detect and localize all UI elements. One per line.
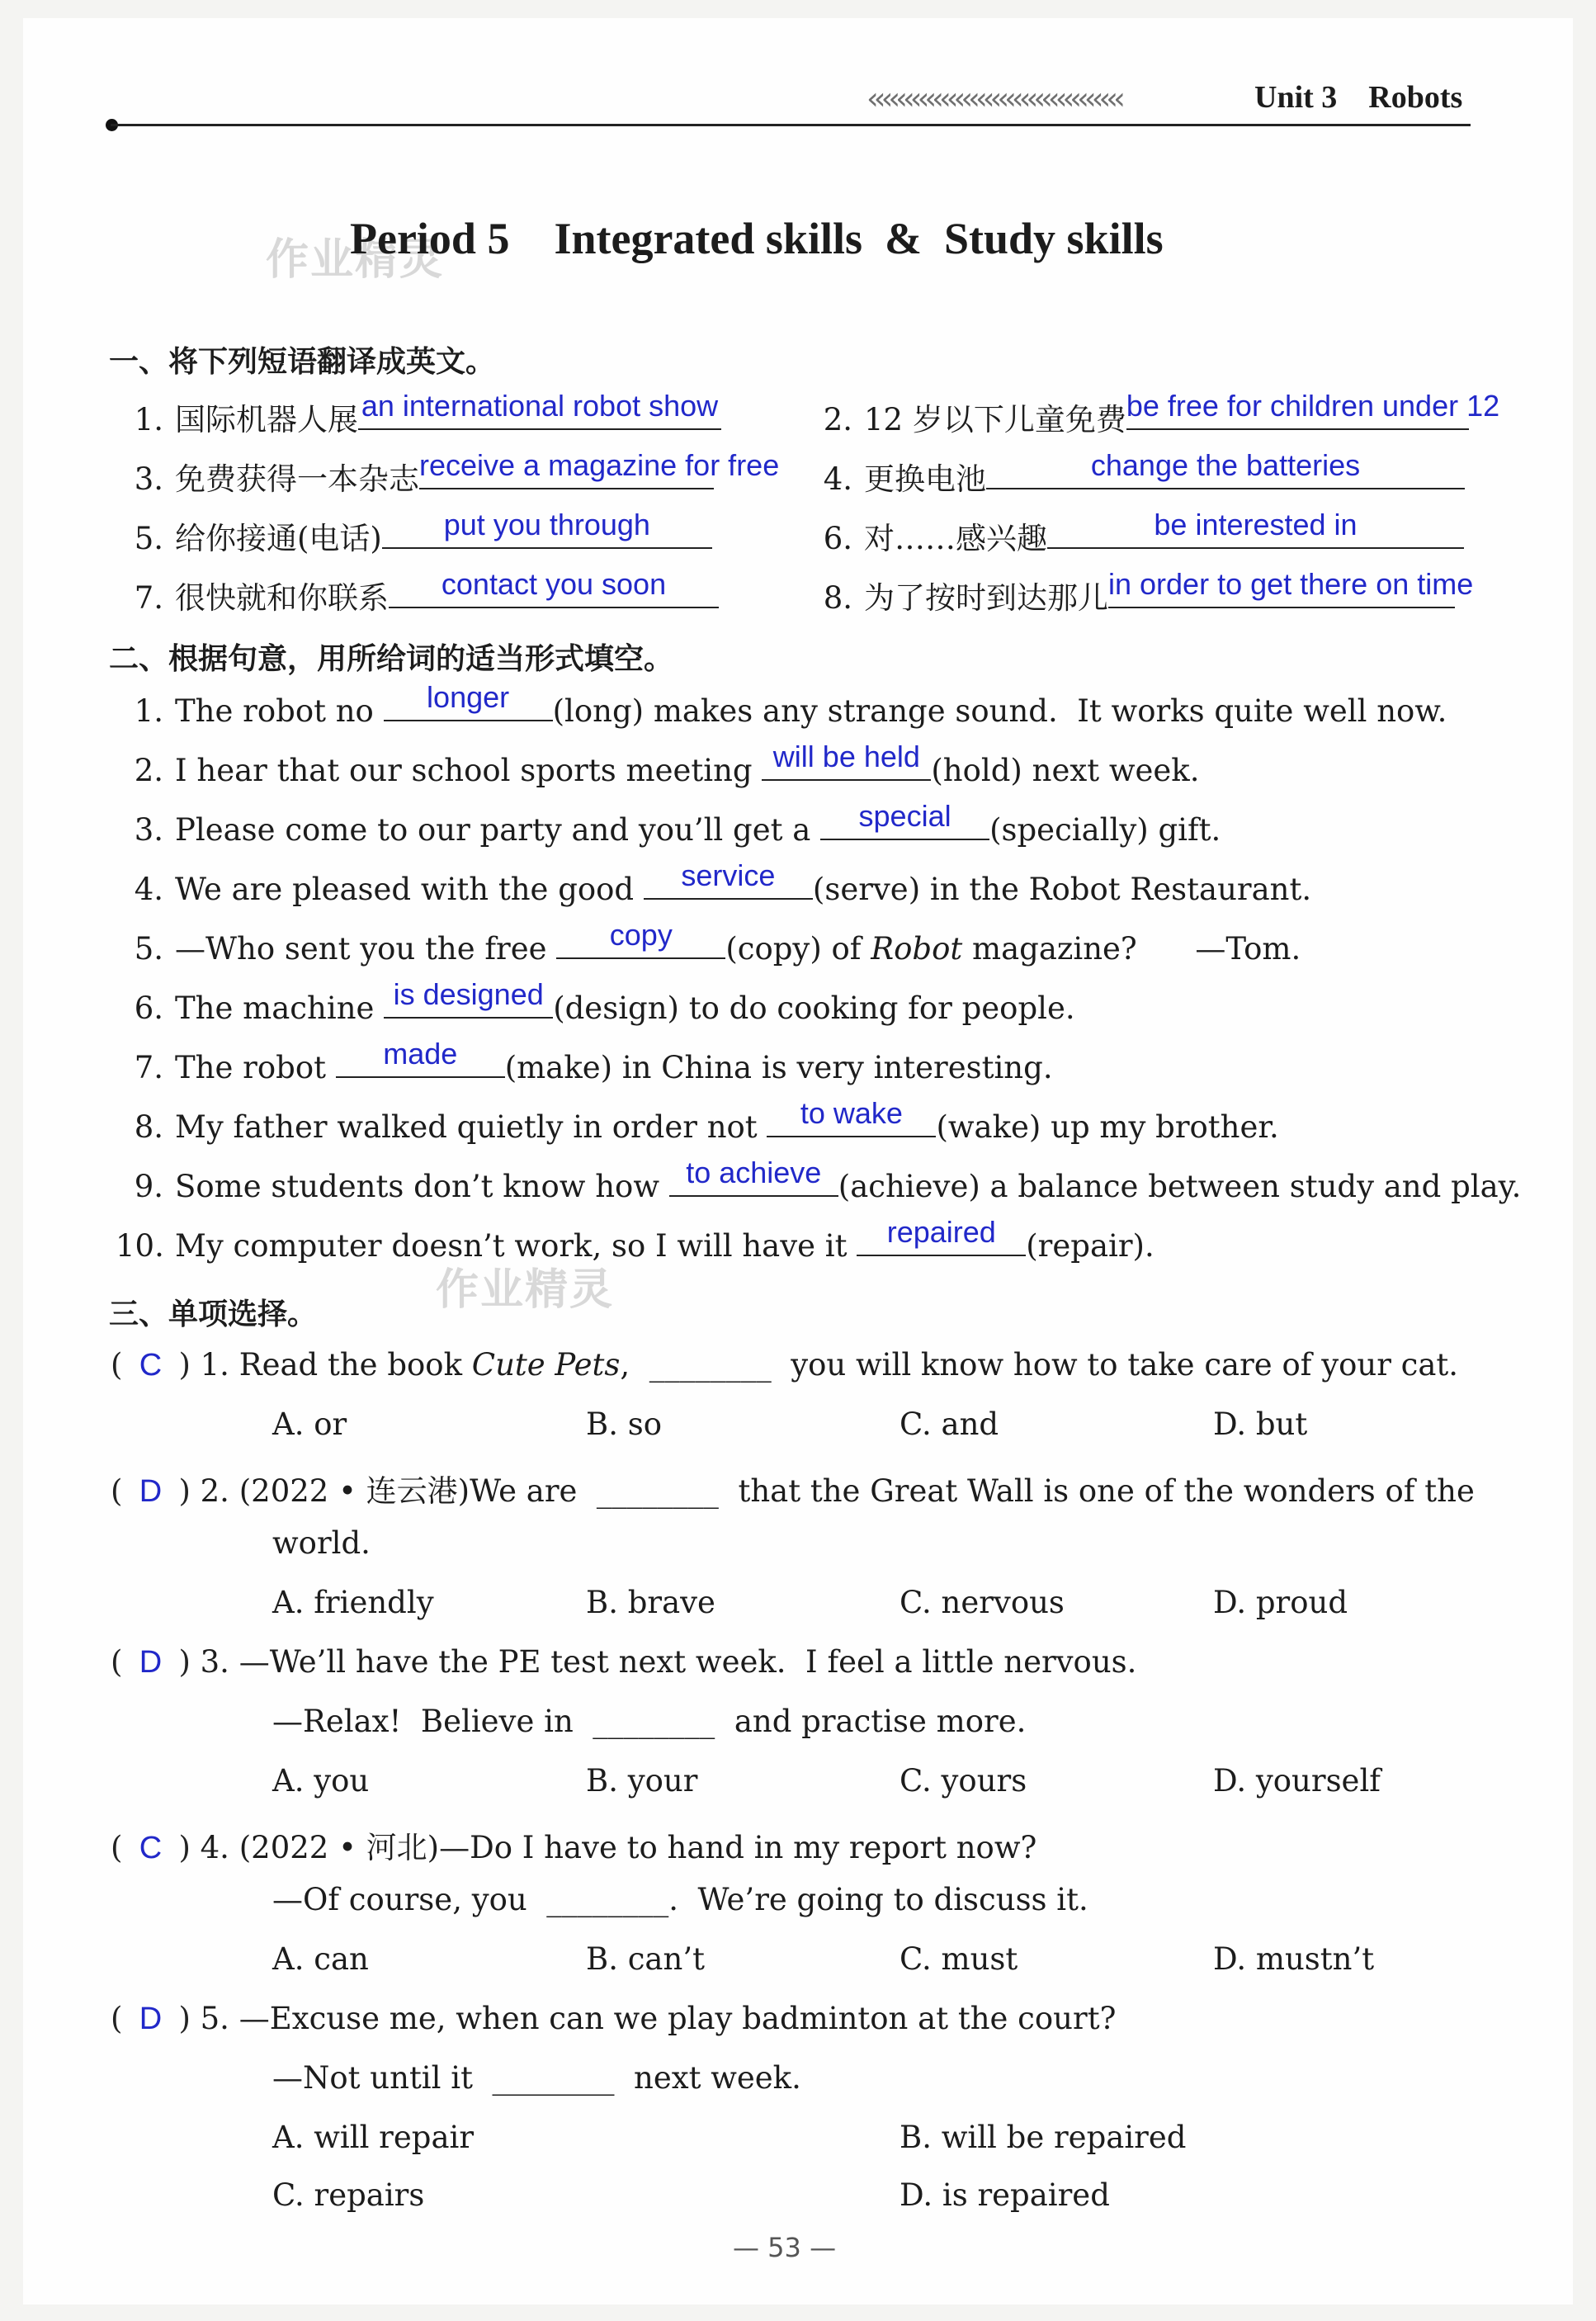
s3-choice-4[interactable]: C	[139, 1831, 163, 1865]
s2-answer-6[interactable]: is designed	[393, 977, 544, 1011]
s2-answer-9[interactable]: to achieve	[686, 1156, 822, 1189]
s3-q4-line2: —Of course, you ________. We’re going to discuss it.	[272, 1882, 1088, 1917]
s3-q4-option-d[interactable]: D. mustn’t	[1213, 1941, 1375, 1977]
s3-question-3: ( D ) 3. —We’ll have the PE test next week. I feel a little nervous.	[111, 1644, 1137, 1680]
s1-answer-2[interactable]: be free for children under 12	[1126, 389, 1500, 423]
s3-q2-option-b[interactable]: B. brave	[586, 1585, 715, 1620]
s3-q1-option-a[interactable]: A. or	[272, 1406, 347, 1442]
s1-answer-8[interactable]: in order to get there on time	[1108, 567, 1474, 601]
s1-item-2: 2. 12 岁以下儿童免费 be free for children under 12	[823, 389, 1500, 437]
s2-answer-4[interactable]: service	[681, 858, 776, 892]
s3-q2-option-d[interactable]: D. proud	[1213, 1585, 1348, 1620]
s1-item-4: 4. 更换电池 change the batteries	[805, 454, 1465, 499]
s1-answer-1[interactable]: an international robot show	[361, 389, 719, 423]
s3-q5-option-c[interactable]: C. repairs	[272, 2177, 425, 2213]
s3-q5-line2: —Not until it ________ next week.	[272, 2060, 801, 2096]
header-chevrons: ‹‹‹‹‹‹‹‹‹‹‹‹‹‹‹‹‹‹‹‹‹‹‹‹‹‹‹‹‹‹‹‹‹‹‹	[866, 81, 1121, 116]
s3-q3-option-a[interactable]: A. you	[272, 1763, 370, 1799]
section3-heading: 三、单项选择。	[109, 1298, 318, 1331]
s3-q5-option-a[interactable]: A. will repair	[272, 2120, 475, 2155]
s3-q1-option-d[interactable]: D. but	[1213, 1406, 1308, 1442]
s3-q2-option-a[interactable]: A. friendly	[272, 1585, 434, 1620]
s3-q2-line2: world.	[272, 1525, 371, 1561]
s3-q4-option-a[interactable]: A. can	[272, 1941, 369, 1977]
s1-item-8: 8. 为了按时到达那儿 in order to get there on time	[823, 567, 1474, 616]
s2-answer-7[interactable]: made	[383, 1037, 458, 1071]
s2-item-9: 9. Some students don’t know how to achieve (achieve) a balance between study and play.	[134, 1156, 1522, 1204]
s3-question-4: ( C ) 4. (2022 • 河北)—Do I have to hand in my report now?	[111, 1830, 1037, 1865]
s2-answer-10[interactable]: repaired	[886, 1215, 996, 1249]
page-number: — 53 —	[733, 2232, 837, 2263]
s2-item-1: 1. The robot no longer (long) makes any strange sound. It works quite well now.	[134, 680, 1447, 729]
s3-choice-3[interactable]: D	[139, 1645, 163, 1680]
s3-question-2: ( D ) 2. (2022 • 连云港)We are ________ that the Great Wall is one of the wonders of the	[111, 1473, 1475, 1509]
s1-answer-5[interactable]: put you through	[443, 508, 650, 541]
s1-answer-7[interactable]: contact you soon	[441, 567, 667, 601]
section1-heading: 一、将下列短语翻译成英文。	[109, 345, 496, 379]
s3-q4-option-c[interactable]: C. must	[900, 1941, 1018, 1977]
s2-item-5: 5. —Who sent you the free copy (copy) of Robot magazine? —Tom.	[134, 918, 1301, 967]
s1-answer-6[interactable]: be interested in	[1154, 508, 1358, 541]
s2-answer-5[interactable]: copy	[609, 918, 673, 952]
header-rule	[111, 124, 1471, 126]
watermark-middle: 作业精灵	[436, 1265, 615, 1315]
s1-item-1: 1. 国际机器人展 an international robot show	[116, 395, 721, 439]
s3-question-1: ( C ) 1. Read the book Cute Pets, ________ you will know how to take care of your cat.	[111, 1347, 1459, 1383]
s2-item-4: 4. We are pleased with the good service (serve) in the Robot Restaurant.	[134, 858, 1312, 907]
s2-answer-1[interactable]: longer	[427, 680, 510, 714]
s3-question-5: ( D ) 5. —Excuse me, when can we play badminton at the court?	[111, 2001, 1117, 2036]
s3-q3-option-b[interactable]: B. your	[586, 1763, 698, 1799]
s3-q3-option-c[interactable]: C. yours	[900, 1763, 1027, 1799]
s1-item-3: 3. 免费获得一本杂志 receive a magazine for free	[134, 448, 780, 497]
s3-choice-1[interactable]: C	[139, 1348, 163, 1383]
s3-q1-option-b[interactable]: B. so	[586, 1406, 662, 1442]
s1-item-5: 5. 给你接通(电话) put you through	[116, 513, 712, 558]
s3-q4-option-b[interactable]: B. can’t	[586, 1941, 705, 1977]
s2-item-3: 3. Please come to our party and you’ll get a special (specially) gift.	[134, 799, 1221, 848]
header-unit-title: Unit 3 Robots	[1254, 80, 1463, 115]
section2-heading: 二、根据句意，用所给词的适当形式填空。	[109, 642, 674, 676]
s2-answer-2[interactable]: will be held	[772, 740, 920, 773]
s2-item-8: 8. My father walked quietly in order not to wake (wake) up my brother.	[134, 1096, 1279, 1145]
s2-item-7: 7. The robot made (make) in China is very interesting.	[134, 1037, 1053, 1085]
s3-q1-option-c[interactable]: C. and	[900, 1406, 999, 1442]
s3-q2-option-c[interactable]: C. nervous	[900, 1585, 1065, 1620]
s3-q5-option-d[interactable]: D. is repaired	[900, 2177, 1110, 2213]
s3-choice-5[interactable]: D	[139, 2002, 163, 2036]
watermark-top: 作业精灵	[266, 235, 445, 285]
s1-item-7: 7. 很快就和你联系 contact you soon	[116, 573, 719, 617]
s3-choice-2[interactable]: D	[139, 1474, 163, 1509]
s3-q3-line2: —Relax! Believe in ________ and practise more.	[272, 1704, 1027, 1739]
s2-item-2: 2. I hear that our school sports meeting will be held (hold) next week.	[134, 740, 1200, 788]
s3-q3-option-d[interactable]: D. yourself	[1213, 1763, 1381, 1799]
s1-answer-3[interactable]: receive a magazine for free	[419, 448, 780, 482]
page-title: Period 5 Integrated skills & Study skills	[350, 214, 1164, 263]
s2-item-10: 10. My computer doesn’t work, so I will have it repaired (repair).	[116, 1215, 1155, 1264]
s1-item-6: 6. 对……感兴趣 be interested in	[805, 513, 1464, 558]
s1-answer-4[interactable]: change the batteries	[1090, 448, 1361, 482]
s2-answer-3[interactable]: special	[858, 799, 951, 833]
s3-q5-option-b[interactable]: B. will be repaired	[900, 2120, 1187, 2155]
s2-answer-8[interactable]: to wake	[800, 1096, 903, 1130]
s2-item-6: 6. The machine is designed (design) to do cooking for people.	[134, 977, 1075, 1026]
